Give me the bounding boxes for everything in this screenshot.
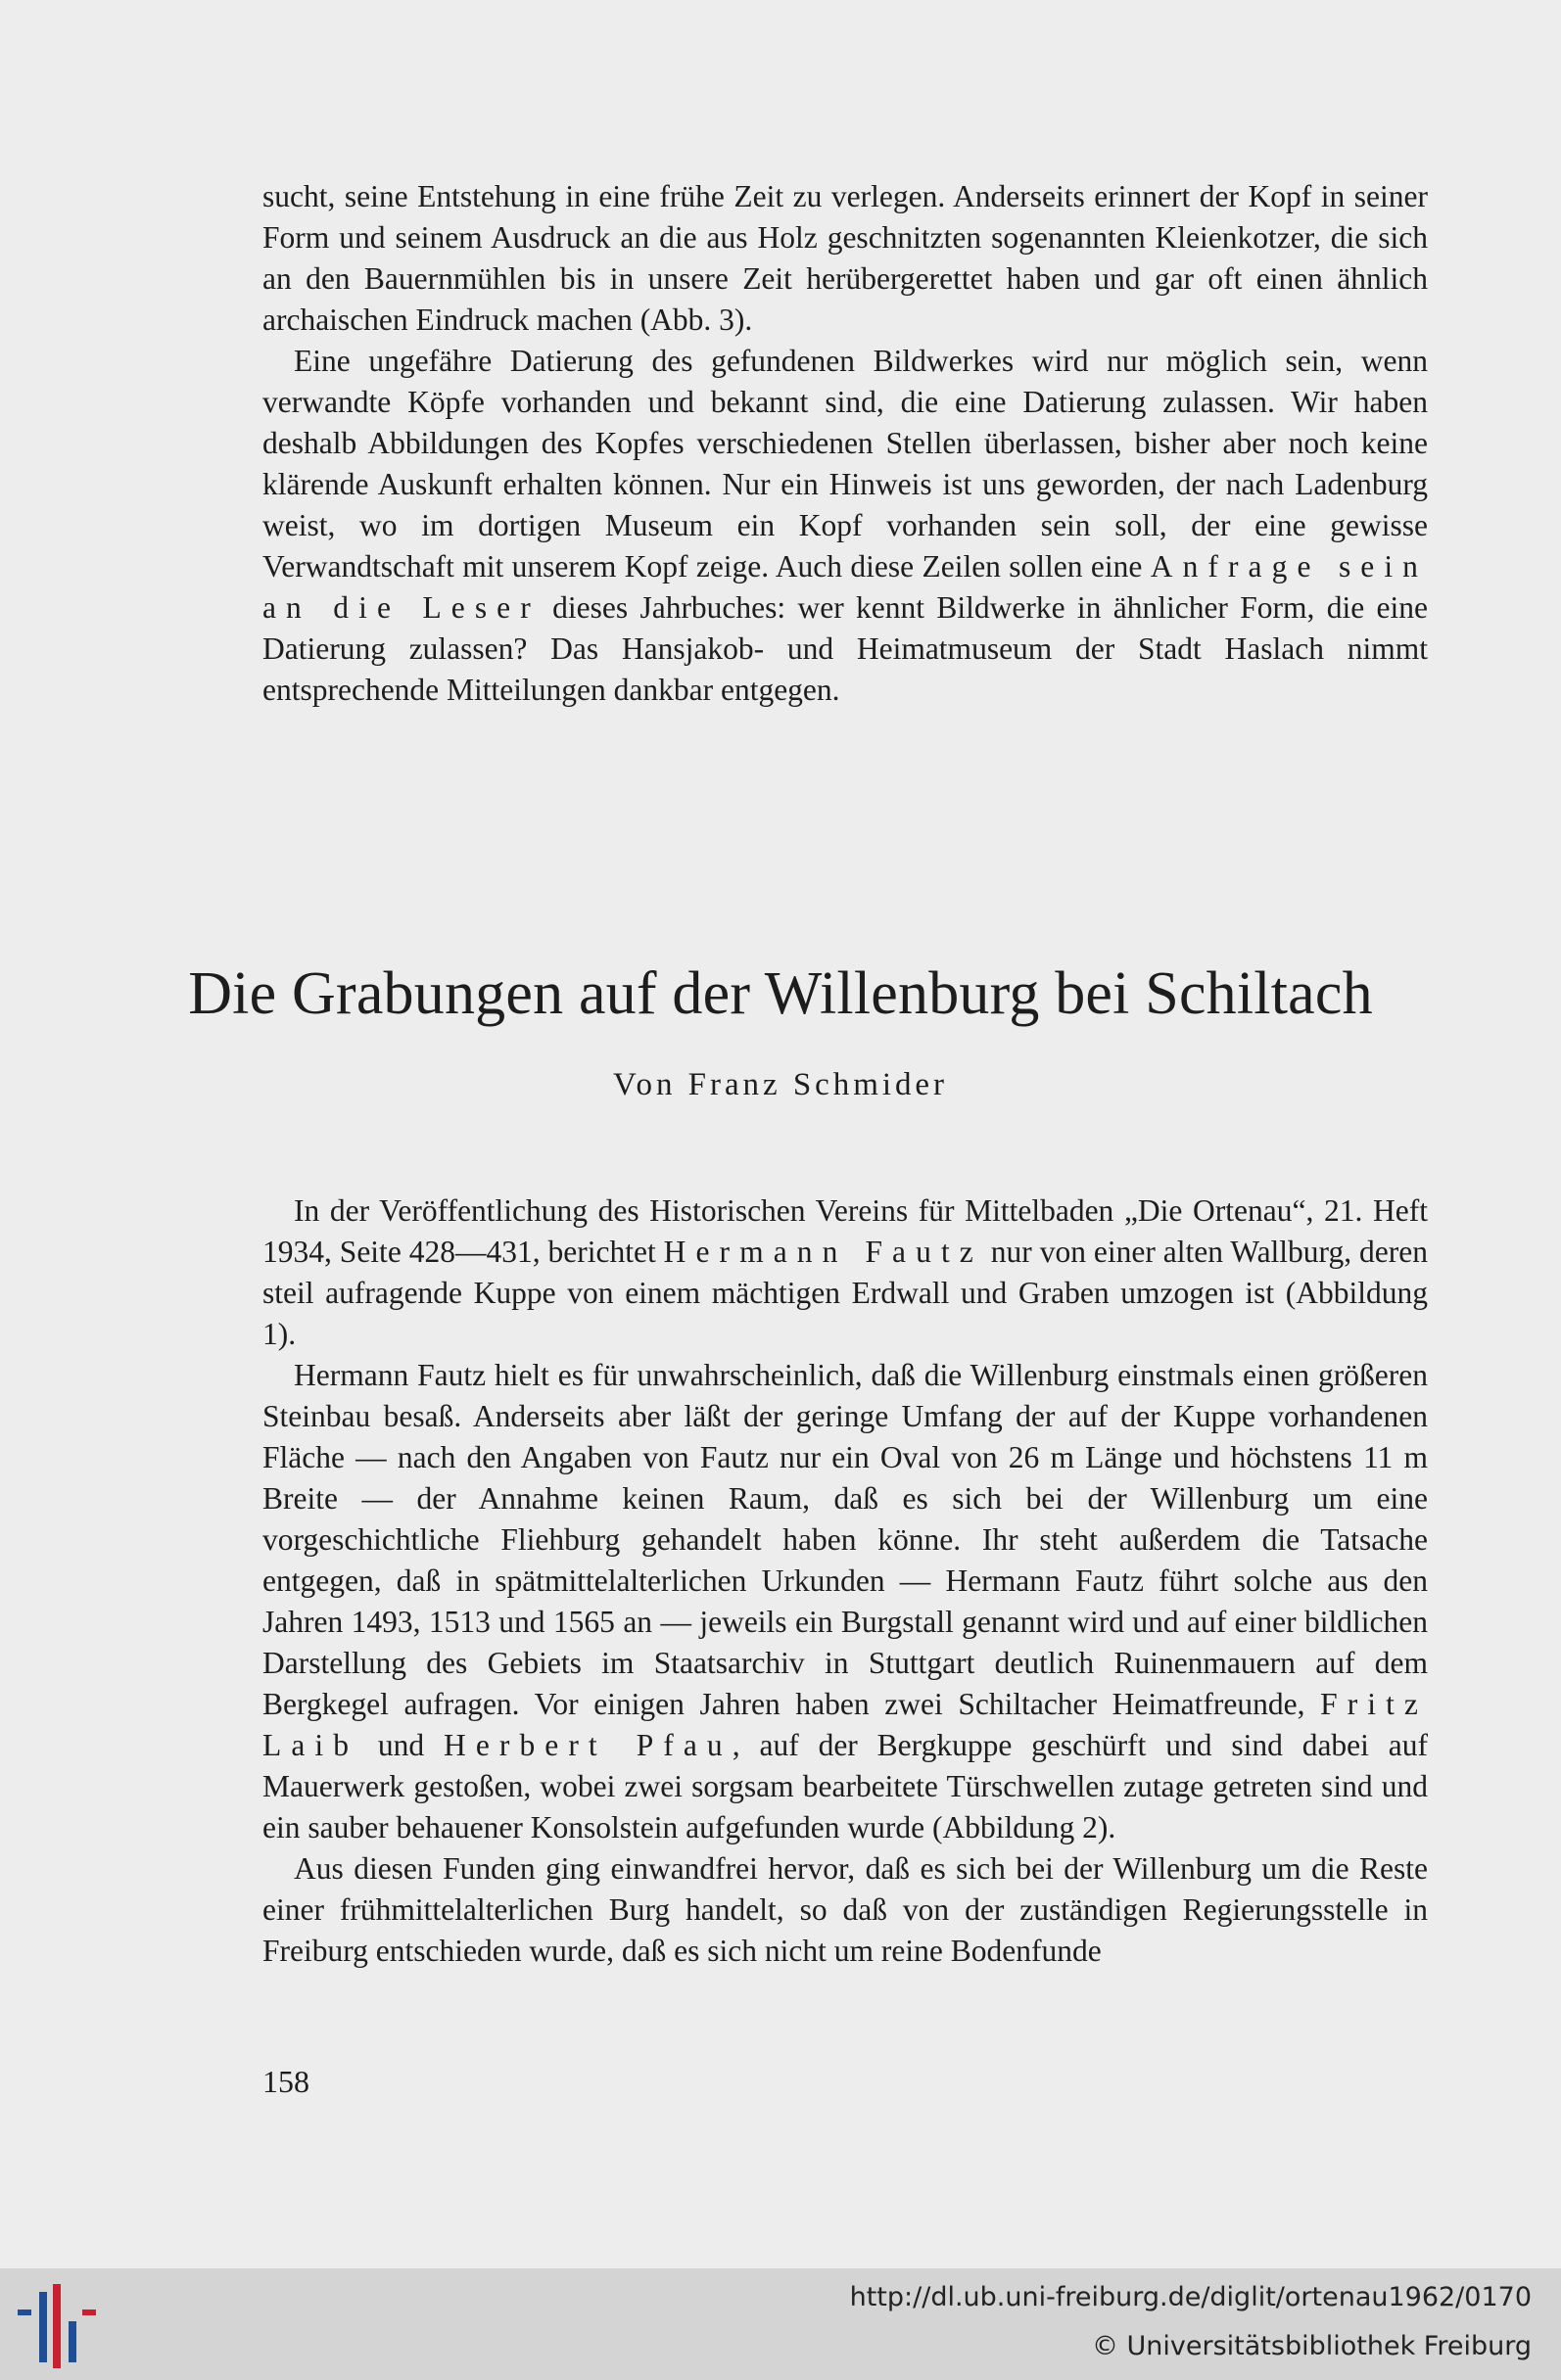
paragraph-text: , auf der Bergkuppe geschürft und sind dabei auf Mauerwerk gestoßen, wobei zwei sorgsam bearbeitete Türschwellen zutage getreten sind und ein sauber behauener Konsolstein aufgefunden wurde (Abbildung 2).	[262, 1728, 1428, 1844]
source-url-link[interactable]: http://dl.ub.uni-freiburg.de/diglit/ortenau1962/0170	[849, 2282, 1532, 2312]
paragraph	[262, 1355, 1428, 1848]
paragraph-text: nur von einer alten Wallburg, deren steil aufragende Kuppe von einem mächtigen Erdwall und Graben umzogen ist (Abbildung 1).	[262, 1235, 1428, 1351]
article-title: Die Grabungen auf der Willenburg bei Schiltach	[188, 960, 1373, 1027]
copyright-notice: © Universitätsbibliothek Freiburg	[1091, 2331, 1532, 2361]
continued-text	[262, 176, 1428, 711]
paragraph	[262, 341, 1428, 711]
article-byline: Von Franz Schmider	[613, 1067, 948, 1102]
paragraph-text: Eine ungefähre Datierung des gefundenen Bildwerkes wird nur möglich sein, wenn verwandte Köpfe vorhanden und bekannt sind, die eine Datierung zulassen. Wir haben deshalb Abbildungen des Kopfes verschiedenen Stellen überlassen, bisher aber noch keine klärende Auskunft erhalten können. Nur ein Hinweis ist uns geworden, der nach Ladenburg weist, wo im dortigen Museum ein Kopf vorhanden sein soll, der eine gewisse Verwandtschaft mit unserem Kopf zeige. Auch diese Zeilen sollen eine	[262, 344, 1428, 583]
footer-bar	[0, 2268, 1561, 2380]
paragraph: sucht, seine Entstehung in eine frühe Zeit zu verlegen. Anderseits erinnert der Kopf in seiner Form und seinem Ausdruck an die aus Holz geschnitzten sogenannten Kleienkotzer, die sich an den Bauernmühlen bis in unsere Zeit herübergerettet haben und gar oft einen ähnlich archaischen Eindruck machen (Abb. 3).	[262, 179, 1428, 337]
paragraph: Aus diesen Funden ging einwandfrei hervor, daß es sich bei der Willenburg um die Reste einer frühmittelalterlichen Burg handelt, so daß von der zuständigen Regierungsstelle in Freiburg entschieden wurde, daß es sich nicht um reine Bodenfunde	[262, 1851, 1428, 1968]
emphasized-text: Anfrage sein an die Leser	[262, 549, 1429, 625]
ub-freiburg-logo-icon	[18, 2282, 101, 2370]
emphasized-name: Hermann Fautz	[663, 1235, 983, 1269]
emphasized-name: Fritz Laib	[262, 1687, 1428, 1762]
emphasized-name: Herbert Pfau	[444, 1728, 733, 1762]
paragraph	[262, 1190, 1428, 1355]
paragraph-text: dieses Jahrbuches: wer kennt Bildwerke in ähnlicher Form, die eine Datierung zulassen? Das Hansjakob- und Heimatmuseum der Stadt Haslach nimmt entsprechende Mitteilungen dankbar entgegen.	[262, 590, 1428, 707]
paragraph-text: und	[377, 1728, 425, 1762]
paragraph-text: Hermann Fautz hielt es für unwahrscheinlich, daß die Willenburg einstmals einen größeren Steinbau besaß. Anderseits aber läßt der geringe Umfang der auf der Kuppe vorhandenen Fläche — nach den Angaben von Fautz nur ein Oval von 26 m Länge und höchstens 11 m Breite — der Annahme keinen Raum, daß es sich bei der Willenburg um eine vorgeschichtliche Fliehburg gehandelt haben könne. Ihr steht außerdem die Tatsache entgegen, daß in spätmittelalterlichen Urkunden — Hermann Fautz führt solche aus den Jahren 1493, 1513 und 1565 an — jeweils ein Burgstall genannt wird und auf einer bildlichen Darstellung des Gebiets im Staatsarchiv in Stuttgart deutlich Ruinenmauern auf dem Bergkegel aufragen. Vor einigen Jahren haben zwei Schiltacher Heimatfreunde,	[262, 1358, 1428, 1721]
paragraph-text: In der Veröffentlichung des Historischen Vereins für Mittelbaden „Die Ortenau“, 21. Heft 1934, Seite 428—431, berichtet	[262, 1193, 1428, 1269]
article-body	[262, 1190, 1428, 1972]
page-number: 158	[262, 2064, 309, 2099]
